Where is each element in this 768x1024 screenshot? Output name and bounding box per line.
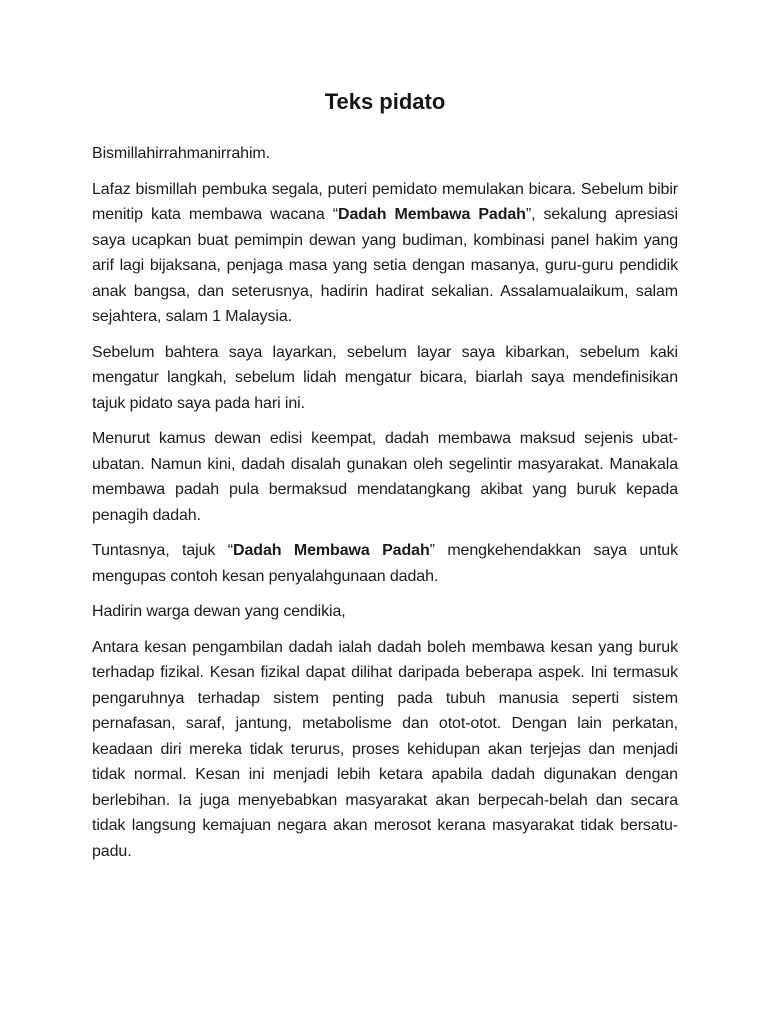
text-run: Tuntasnya, tajuk “ xyxy=(92,542,234,559)
paragraph-bismillah xyxy=(92,141,678,167)
text-run: Bismillahirrahmanirrahim. xyxy=(92,145,270,162)
text-run: Sebelum bahtera saya layarkan, sebelum layar saya kibarkan, sebelum kaki mengatur langkah, sebelum lidah mengatur bicara, biarlah saya mendefinisikan tajuk pidato saya pada hari ini. xyxy=(92,343,678,412)
text-run: Lafaz bismillah pembuka segala, puteri pemidato memulakan bicara. Sebelum bibir menitip kata membawa wacana “ xyxy=(92,180,678,223)
paragraph-opening xyxy=(92,177,678,330)
text-run: Hadirin warga dewan yang cendikia, xyxy=(92,603,346,620)
text-run: Antara kesan pengambilan dadah ialah dadah boleh membawa kesan yang buruk terhadap fizikal. Kesan fizikal dapat dilihat daripada beberapa aspek. Ini termasuk pengaruhnya terhadap sistem penting pada tubuh manusia seperti sistem pernafasan, saraf, jantung, metabolisme dan otot-otot. Dengan lain perkatan, keadaan diri mereka tidak terurus, proses kehidupan akan terjejas dan menjadi tidak normal. Kesan ini menjadi lebih ketara apabila dadah digunakan dengan berlebihan. Ia juga menyebabkan masyarakat akan berpecah-belah dan secara tidak langsung kemajuan negara akan merosot kerana masyarakat tidak bersatu-padu. xyxy=(92,638,678,860)
document-title: Teks pidato xyxy=(324,89,446,114)
text-run: Menurut kamus dewan edisi keempat, dadah membawa maksud sejenis ubat-ubatan. Namun kini, dadah disalah gunakan oleh segelintir masyarakat. Manakala membawa padah pula bermaksud mendatangkang akibat yang buruk kepada penagih dadah. xyxy=(92,430,678,524)
paragraph-definisi xyxy=(92,426,678,528)
text-run: ” mengkehendakkan saya untuk mengupas contoh kesan penyalahgunaan dadah. xyxy=(92,542,679,585)
text-run: ”, sekalung apresiasi saya ucapkan buat pemimpin dewan yang budiman, kombinasi panel hakim yang arif lagi bijaksana, penjaga masa yang setia dengan masanya, guru-guru pendidik anak bangsa, dan seterusnya, hadirin hadirat sekalian. Assalamualaikum, salam sejahtera, salam 1 Malaysia. xyxy=(92,206,678,325)
document-body xyxy=(92,141,678,864)
paragraph-sebelum-bahtera xyxy=(92,340,678,417)
text-run-bold-title-phrase: Dadah Membawa Padah xyxy=(233,542,430,559)
paragraph-tuntasnya xyxy=(92,538,678,589)
paragraph-kesan-fizikal xyxy=(92,635,678,865)
text-run-bold-title-phrase: Dadah Membawa Padah xyxy=(337,206,526,223)
paragraph-hadirin xyxy=(92,599,678,625)
